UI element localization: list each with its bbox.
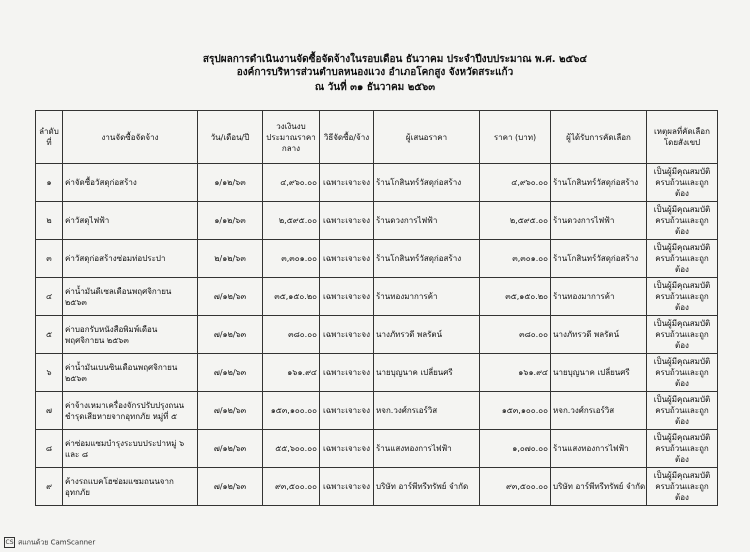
row-number: ๗	[36, 392, 63, 430]
table-row	[36, 392, 718, 430]
table-row	[36, 316, 718, 354]
procurement-date: ๒/๑๒/๖๓	[198, 240, 263, 278]
column-header: ราคา (บาท)	[480, 111, 551, 164]
procurement-method: เฉพาะเจาะจง	[320, 202, 374, 240]
procurement-method: เฉพาะเจาะจง	[320, 430, 374, 468]
procurement-date: ๗/๑๒/๖๓	[198, 468, 263, 506]
table-row	[36, 430, 718, 468]
procurement-date: ๗/๑๒/๖๓	[198, 278, 263, 316]
row-number: ๕	[36, 316, 63, 354]
column-header: วิธีจัดซื้อ/จ้าง	[320, 111, 374, 164]
bidder-name: หจก.วงศ์กรเอร์วิส	[374, 392, 480, 430]
row-number: ๓	[36, 240, 63, 278]
budget-amount: ๑๕๓,๑๐๐.๐๐	[263, 392, 320, 430]
selected-vendor: ร้านโกสินทร์วัสดุก่อสร้าง	[551, 164, 647, 202]
organization-name: องค์การบริหารส่วนตำบลหนองแวง อำเภอโคกสูง จังหวัดสระแก้ว	[236, 67, 514, 78]
procurement-method: เฉพาะเจาะจง	[320, 240, 374, 278]
selected-vendor: นางภัทรวดี พลรัตน์	[551, 316, 647, 354]
procurement-item: ค่าน้ำมันดีเซลเดือนพฤศจิกายน ๒๕๖๓	[63, 278, 198, 316]
procurement-method: เฉพาะเจาะจง	[320, 392, 374, 430]
budget-amount: ๓,๓๐๑.๐๐	[263, 240, 320, 278]
table-row	[36, 202, 718, 240]
document-date: ณ วันที่ ๓๑ ธันวาคม ๒๕๖๓	[314, 82, 436, 93]
procurement-item: ค่าน้ำมันเบนซินเดือนพฤศจิกายน ๒๕๖๓	[63, 354, 198, 392]
bidder-name: บริษัท อาร์พีทรีทรัพย์ จำกัด	[374, 468, 480, 506]
selection-reason: เป็นผู้มีคุณสมบัติครบถ้วนและถูกต้อง	[647, 164, 718, 202]
bid-price: ๒,๕๙๕.๐๐	[480, 202, 551, 240]
budget-amount: ๓๕,๑๕๐.๒๐	[263, 278, 320, 316]
row-number: ๑	[36, 164, 63, 202]
procurement-item: ค้างรถแบคโฮซ่อมแซมถนนจากอุทกภัย	[63, 468, 198, 506]
bidder-name: ร้านทองมาการค้า	[374, 278, 480, 316]
bid-price: ๑๕๓,๑๐๐.๐๐	[480, 392, 551, 430]
table-body	[36, 164, 718, 506]
scanner-watermark	[4, 537, 95, 549]
bidder-name: ร้านโกสินทร์วัสดุก่อสร้าง	[374, 240, 480, 278]
bid-price: ๑,๐๗๐.๐๐	[480, 430, 551, 468]
procurement-date: ๑/๑๒/๖๓	[198, 202, 263, 240]
budget-amount: ๔,๙๖๐.๐๐	[263, 164, 320, 202]
procurement-item: ค่าจัดซื้อวัสดุก่อสร้าง	[63, 164, 198, 202]
row-number: ๖	[36, 354, 63, 392]
procurement-date: ๗/๑๒/๖๓	[198, 354, 263, 392]
bidder-name: นางภัทรวดี พลรัตน์	[374, 316, 480, 354]
bid-price: ๔,๙๖๐.๐๐	[480, 164, 551, 202]
budget-amount: ๒,๕๙๕.๐๐	[263, 202, 320, 240]
procurement-item: ค่าวัสดุก่อสร้างซ่อมท่อประปา	[63, 240, 198, 278]
budget-amount: ๑๖๑.๙๔	[263, 354, 320, 392]
selected-vendor: ร้านดวงการไฟฟ้า	[551, 202, 647, 240]
bidder-name: ร้านดวงการไฟฟ้า	[374, 202, 480, 240]
procurement-date: ๗/๑๒/๖๓	[198, 316, 263, 354]
procurement-item: ค่าจ้างเหมาเครื่องจักรปรับปรุงถนนชำรุดเสียหายจากอุทกภัย หมู่ที่ ๕	[63, 392, 198, 430]
procurement-method: เฉพาะเจาะจง	[320, 468, 374, 506]
table-row	[36, 278, 718, 316]
budget-amount: ๓๘๐.๐๐	[263, 316, 320, 354]
selected-vendor: ร้านโกสินทร์วัสดุก่อสร้าง	[551, 240, 647, 278]
column-header: งานจัดซื้อจัดจ้าง	[63, 111, 198, 164]
bidder-name: ร้านโกสินทร์วัสดุก่อสร้าง	[374, 164, 480, 202]
selection-reason: เป็นผู้มีคุณสมบัติครบถ้วนและถูกต้อง	[647, 316, 718, 354]
budget-amount: ๕๕,๖๐๐.๐๐	[263, 430, 320, 468]
column-header: ผู้เสนอราคา	[374, 111, 480, 164]
procurement-date: ๑/๑๒/๖๓	[198, 164, 263, 202]
procurement-method: เฉพาะเจาะจง	[320, 316, 374, 354]
procurement-item: ค่าวัสดุไฟฟ้า	[63, 202, 198, 240]
procurement-date: ๗/๑๒/๖๓	[198, 392, 263, 430]
column-header: ลำดับที่	[36, 111, 63, 164]
column-header: วัน/เดือน/ปี	[198, 111, 263, 164]
selection-reason: เป็นผู้มีคุณสมบัติครบถ้วนและถูกต้อง	[647, 392, 718, 430]
selection-reason: เป็นผู้มีคุณสมบัติครบถ้วนและถูกต้อง	[647, 202, 718, 240]
row-number: ๒	[36, 202, 63, 240]
selection-reason: เป็นผู้มีคุณสมบัติครบถ้วนและถูกต้อง	[647, 240, 718, 278]
bidder-name: ร้านแสงทองการไฟฟ้า	[374, 430, 480, 468]
table-row	[36, 354, 718, 392]
bidder-name: นายบุญนาค เปลี่ยนศรี	[374, 354, 480, 392]
table-row	[36, 468, 718, 506]
selection-reason: เป็นผู้มีคุณสมบัติครบถ้วนและถูกต้อง	[647, 278, 718, 316]
bid-price: ๙๓,๕๐๐.๐๐	[480, 468, 551, 506]
column-header: เหตุผลที่คัดเลือกโดยสังเขป	[647, 111, 718, 164]
selected-vendor: ร้านทองมาการค้า	[551, 278, 647, 316]
bid-price: ๑๖๑.๙๔	[480, 354, 551, 392]
document-title: สรุปผลการดำเนินงานจัดซื้อจัดจ้างในรอบเดือน ธันวาคม ประจำปีงบประมาณ พ.ศ. ๒๕๖๔	[202, 54, 588, 65]
table-header-row	[36, 111, 718, 164]
table-row	[36, 164, 718, 202]
selected-vendor: ร้านแสงทองการไฟฟ้า	[551, 430, 647, 468]
budget-amount: ๙๓,๕๐๐.๐๐	[263, 468, 320, 506]
procurement-method: เฉพาะเจาะจง	[320, 278, 374, 316]
column-header: ผู้ได้รับการคัดเลือก	[551, 111, 647, 164]
selected-vendor: บริษัท อาร์พีทรีทรัพย์ จำกัด	[551, 468, 647, 506]
procurement-item: ค่าซ่อมแซมบำรุงระบบประปาหมู่ ๖ และ ๘	[63, 430, 198, 468]
bid-price: ๓๘๐.๐๐	[480, 316, 551, 354]
bid-price: ๓๕,๑๕๐.๒๐	[480, 278, 551, 316]
row-number: ๔	[36, 278, 63, 316]
row-number: ๙	[36, 468, 63, 506]
selected-vendor: หจก.วงศ์กรเอร์วิส	[551, 392, 647, 430]
camscanner-icon: CS	[5, 539, 14, 546]
table-row	[36, 240, 718, 278]
procurement-date: ๗/๑๒/๖๓	[198, 430, 263, 468]
row-number: ๘	[36, 430, 63, 468]
watermark-text: สแกนด้วย CamScanner	[18, 538, 96, 547]
selection-reason: เป็นผู้มีคุณสมบัติครบถ้วนและถูกต้อง	[647, 430, 718, 468]
procurement-method: เฉพาะเจาะจง	[320, 354, 374, 392]
procurement-table	[35, 110, 718, 506]
procurement-method: เฉพาะเจาะจง	[320, 164, 374, 202]
column-header: วงเงินงบประมาณราคากลาง	[263, 111, 320, 164]
bid-price: ๓,๓๐๑.๐๐	[480, 240, 551, 278]
procurement-item: ค่าบอกรับหนังสือพิมพ์เดือนพฤศจิกายน ๒๕๖๓	[63, 316, 198, 354]
selection-reason: เป็นผู้มีคุณสมบัติครบถ้วนและถูกต้อง	[647, 468, 718, 506]
selected-vendor: นายบุญนาค เปลี่ยนศรี	[551, 354, 647, 392]
selection-reason: เป็นผู้มีคุณสมบัติครบถ้วนและถูกต้อง	[647, 354, 718, 392]
